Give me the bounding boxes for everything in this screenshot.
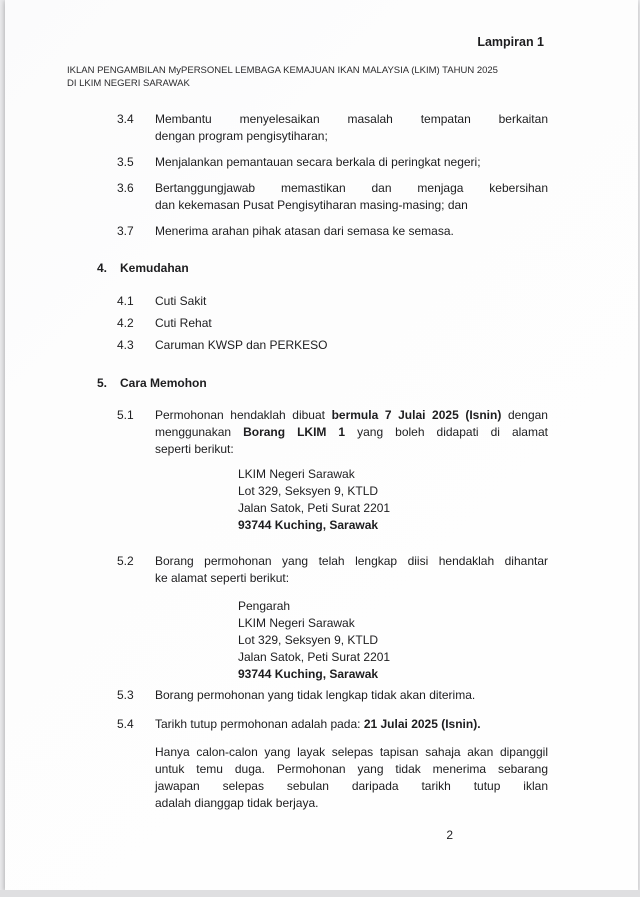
item-number: 4.2 (117, 316, 134, 330)
item-text: Tarikh tutup permohonan adalah pada: 21 Julai 2025 (Isnin). (155, 717, 481, 731)
bold-closing-date: 21 Julai 2025 (Isnin). (363, 717, 481, 731)
address-line: Jalan Satok, Peti Surat 2201 (238, 650, 391, 664)
address-line: LKIM Negeri Sarawak (238, 467, 355, 481)
list-item-4-1 (97, 293, 548, 310)
item-number: 5.4 (117, 717, 134, 731)
item-text: Menjalankan pemantauan secara berkala di peringkat negeri; (155, 155, 481, 169)
section-number: 5. (97, 376, 108, 390)
address-block (238, 466, 548, 534)
list-item-5-2 (97, 553, 548, 683)
item-text: Bertanggungjawab memastikan dan menjaga kebersihan dan kekemasan Pusat Pengisytiharan masing-masing; dan (155, 181, 548, 212)
address-line: Jalan Satok, Peti Surat 2201 (238, 501, 391, 515)
list-item-3-7 (97, 223, 548, 240)
section-4-heading (97, 260, 548, 277)
item-text: Menerima arahan pihak atasan dari semasa ke semasa. (155, 224, 454, 238)
document-page-sheet (5, 0, 638, 890)
document-header-line-2: DI LKIM NEGERI SARAWAK (67, 78, 190, 89)
item-number: 5.3 (117, 688, 134, 702)
item-text: Cuti Sakit (155, 294, 207, 308)
list-item-5-4 (97, 716, 548, 733)
section-title: Kemudahan (120, 261, 189, 275)
list-item-5-1 (97, 407, 548, 534)
address-line: Lot 329, Seksyen 9, KTLD (238, 633, 379, 647)
list-item-4-2 (97, 315, 548, 332)
address-line-postcode: 93744 Kuching, Sarawak (238, 518, 379, 532)
bold-form-name: Borang LKIM 1 (243, 425, 346, 439)
list-item-3-6 (97, 180, 548, 214)
item-text: Membantu menyelesaikan masalah tempatan berkaitan dengan program pengisytiharan; (155, 112, 548, 143)
item-text: Borang permohonan yang telah lengkap diisi hendaklah dihantar ke alamat seperti berikut: Pengarah LKIM Negeri Sarawak Lot 329, Seksyen 9, KTLD Jalan Satok, Peti Surat 2201 93744 Kuching, Sarawak (155, 554, 548, 681)
address-line-postcode: 93744 Kuching, Sarawak (238, 667, 379, 681)
item-number: 5.1 (117, 408, 134, 422)
address-line: LKIM Negeri Sarawak (238, 616, 355, 630)
item-number: 3.6 (117, 181, 134, 195)
section-title: Cara Memohon (120, 376, 207, 390)
section-5-heading (97, 375, 548, 392)
bold-date: bermula 7 Julai 2025 (Isnin) (331, 408, 502, 422)
item-number: 4.3 (117, 338, 134, 352)
document-header (5, 64, 638, 90)
list-item-3-4 (97, 111, 548, 145)
item-text: Permohonan hendaklah dibuat bermula 7 Julai 2025 (Isnin) dengan menggunakan Borang LKIM 1 yang boleh didapati di alamat seperti berikut: LKIM Negeri Sarawak Lot 329, Seksyen 9, KTLD Jalan Satok, Peti Surat 2201 93744 Kuching, Sarawak (155, 408, 548, 532)
item-number: 3.4 (117, 112, 134, 126)
page-number: 2 (446, 828, 453, 842)
item-number: 4.1 (117, 294, 134, 308)
rich-line: Permohonan hendaklah dibuat bermula 7 Julai 2025 (Isnin) dengan (155, 408, 548, 422)
lampiran-label: Lampiran 1 (477, 35, 544, 49)
list-item-5-3 (97, 687, 548, 704)
item-text: Caruman KWSP dan PERKESO (155, 338, 328, 352)
item-text: Borang permohonan yang tidak lengkap tidak akan diterima. (155, 688, 476, 702)
item-text: Cuti Rehat (155, 316, 212, 330)
address-block (238, 598, 548, 683)
closing-paragraph: Hanya calon-calon yang layak selepas tapisan sahaja akan dipanggil untuk temu duga. Permohonan yang tidak menerima sebarang jawapan selepas sebulan daripada tarikh tutup iklan adalah dianggap tidak berjaya. (155, 745, 548, 810)
address-line: Pengarah (238, 599, 291, 613)
scan-edge-shadow (0, 890, 640, 897)
list-item-4-3 (97, 337, 548, 354)
item-number: 5.2 (117, 554, 134, 568)
document-body (5, 111, 638, 844)
address-line: Lot 329, Seksyen 9, KTLD (238, 484, 379, 498)
rich-line: menggunakan Borang LKIM 1 yang boleh didapati di alamat (155, 425, 548, 439)
item-number: 3.5 (117, 155, 134, 169)
section-number: 4. (97, 261, 108, 275)
document-header-line-1: IKLAN PENGAMBILAN MyPERSONEL LEMBAGA KEMAJUAN IKAN MALAYSIA (LKIM) TAHUN 2025 (67, 65, 498, 76)
list-item-3-5 (97, 154, 548, 171)
item-number: 3.7 (117, 224, 134, 238)
